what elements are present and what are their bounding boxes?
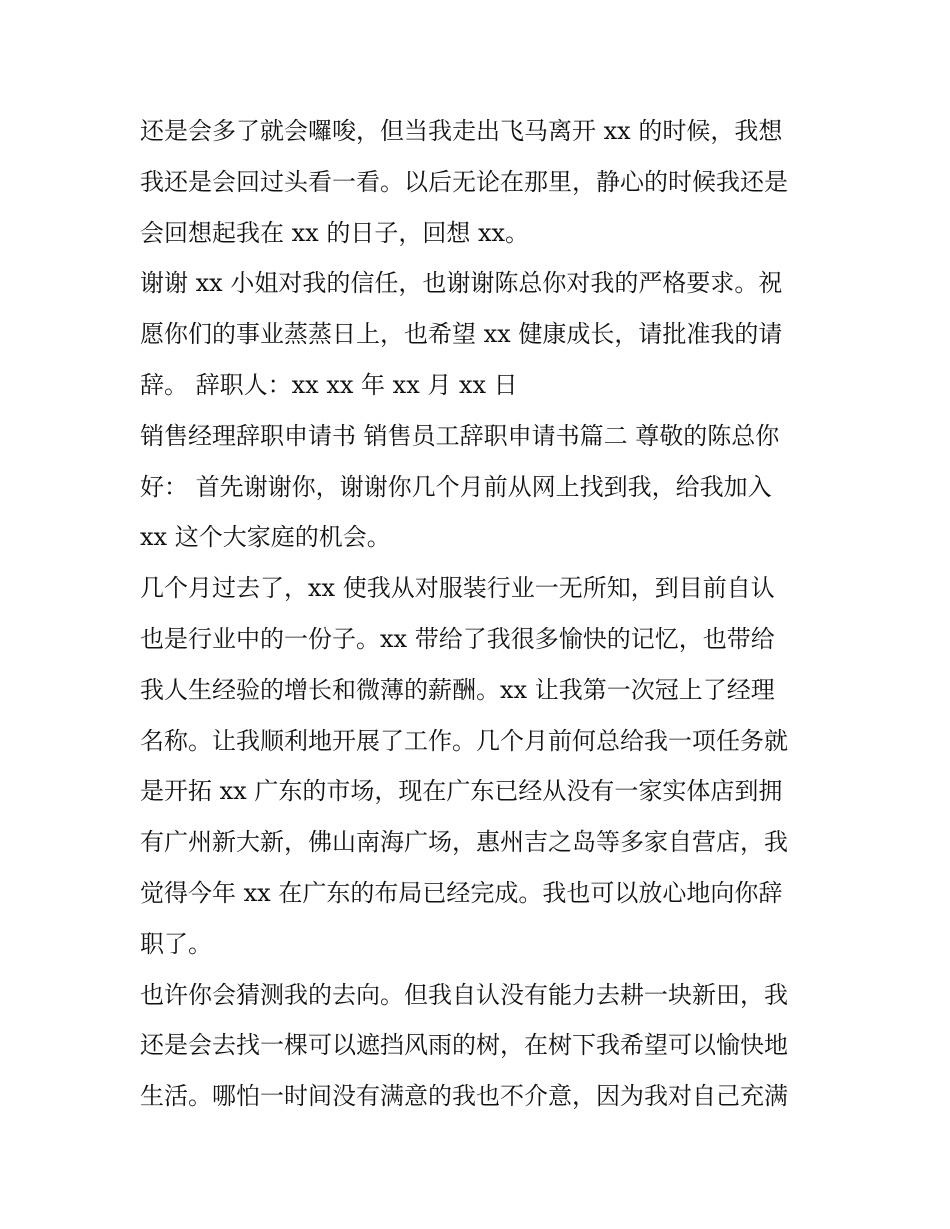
text-line: xx 这个大家庭的机会。 <box>140 523 391 552</box>
text-line: 还是会多了就会囉唆，但当我走出飞马离开 xx 的时候，我想 <box>140 117 783 145</box>
text-line: 是开拓 xx 广东的市场，现在广东已经从没有一家实体店到拥 <box>140 777 783 806</box>
text-line: 我人生经验的增长和微薄的薪酬。xx 让我第一次冠上了经理 <box>140 675 775 704</box>
text-line: 会回想起我在 xx 的日子，回想 xx。 <box>140 218 530 247</box>
text-line: 还是会去找一棵可以遮挡风雨的树，在树下我希望可以愉快地 <box>140 1031 788 1060</box>
text-line: 谢谢 xx 小姐对我的信任，也谢谢陈总你对我的严格要求。祝 <box>140 269 783 298</box>
text-line: 我还是会回过头看一看。以后无论在那里，静心的时候我还是 <box>140 167 788 196</box>
text-line: 辞。 辞职人：xx xx 年 xx 月 xx 日 <box>140 370 518 399</box>
text-line: 也许你会猜测我的去向。但我自认没有能力去耕一块新田，我 <box>140 980 788 1009</box>
text-line: 也是行业中的一份子。xx 带给了我很多愉快的记忆，也带给 <box>140 624 775 653</box>
text-line: 好： 首先谢谢你，谢谢你几个月前从网上找到我，给我加入 <box>140 472 772 501</box>
text-line: 销售经理辞职申请书 销售员工辞职申请书篇二 尊敬的陈总你 <box>140 421 780 450</box>
text-line: 职了。 <box>140 929 212 958</box>
document-body <box>140 106 820 1122</box>
text-line: 愿你们的事业蒸蒸日上，也希望 xx 健康成长，请批准我的请 <box>140 320 783 349</box>
text-line: 生活。哪怕一时间没有满意的我也不介意，因为我对自己充满 <box>140 1082 788 1111</box>
text-line: 觉得今年 xx 在广东的布局已经完成。我也可以放心地向你辞 <box>140 878 783 907</box>
text-line: 有广州新大新，佛山南海广场，惠州吉之岛等多家自营店，我 <box>140 828 788 857</box>
text-line: 名称。让我顺利地开展了工作。几个月前何总给我一项任务就 <box>140 726 788 755</box>
text-line: 几个月过去了，xx 使我从对服装行业一无所知，到目前自认 <box>140 574 775 603</box>
